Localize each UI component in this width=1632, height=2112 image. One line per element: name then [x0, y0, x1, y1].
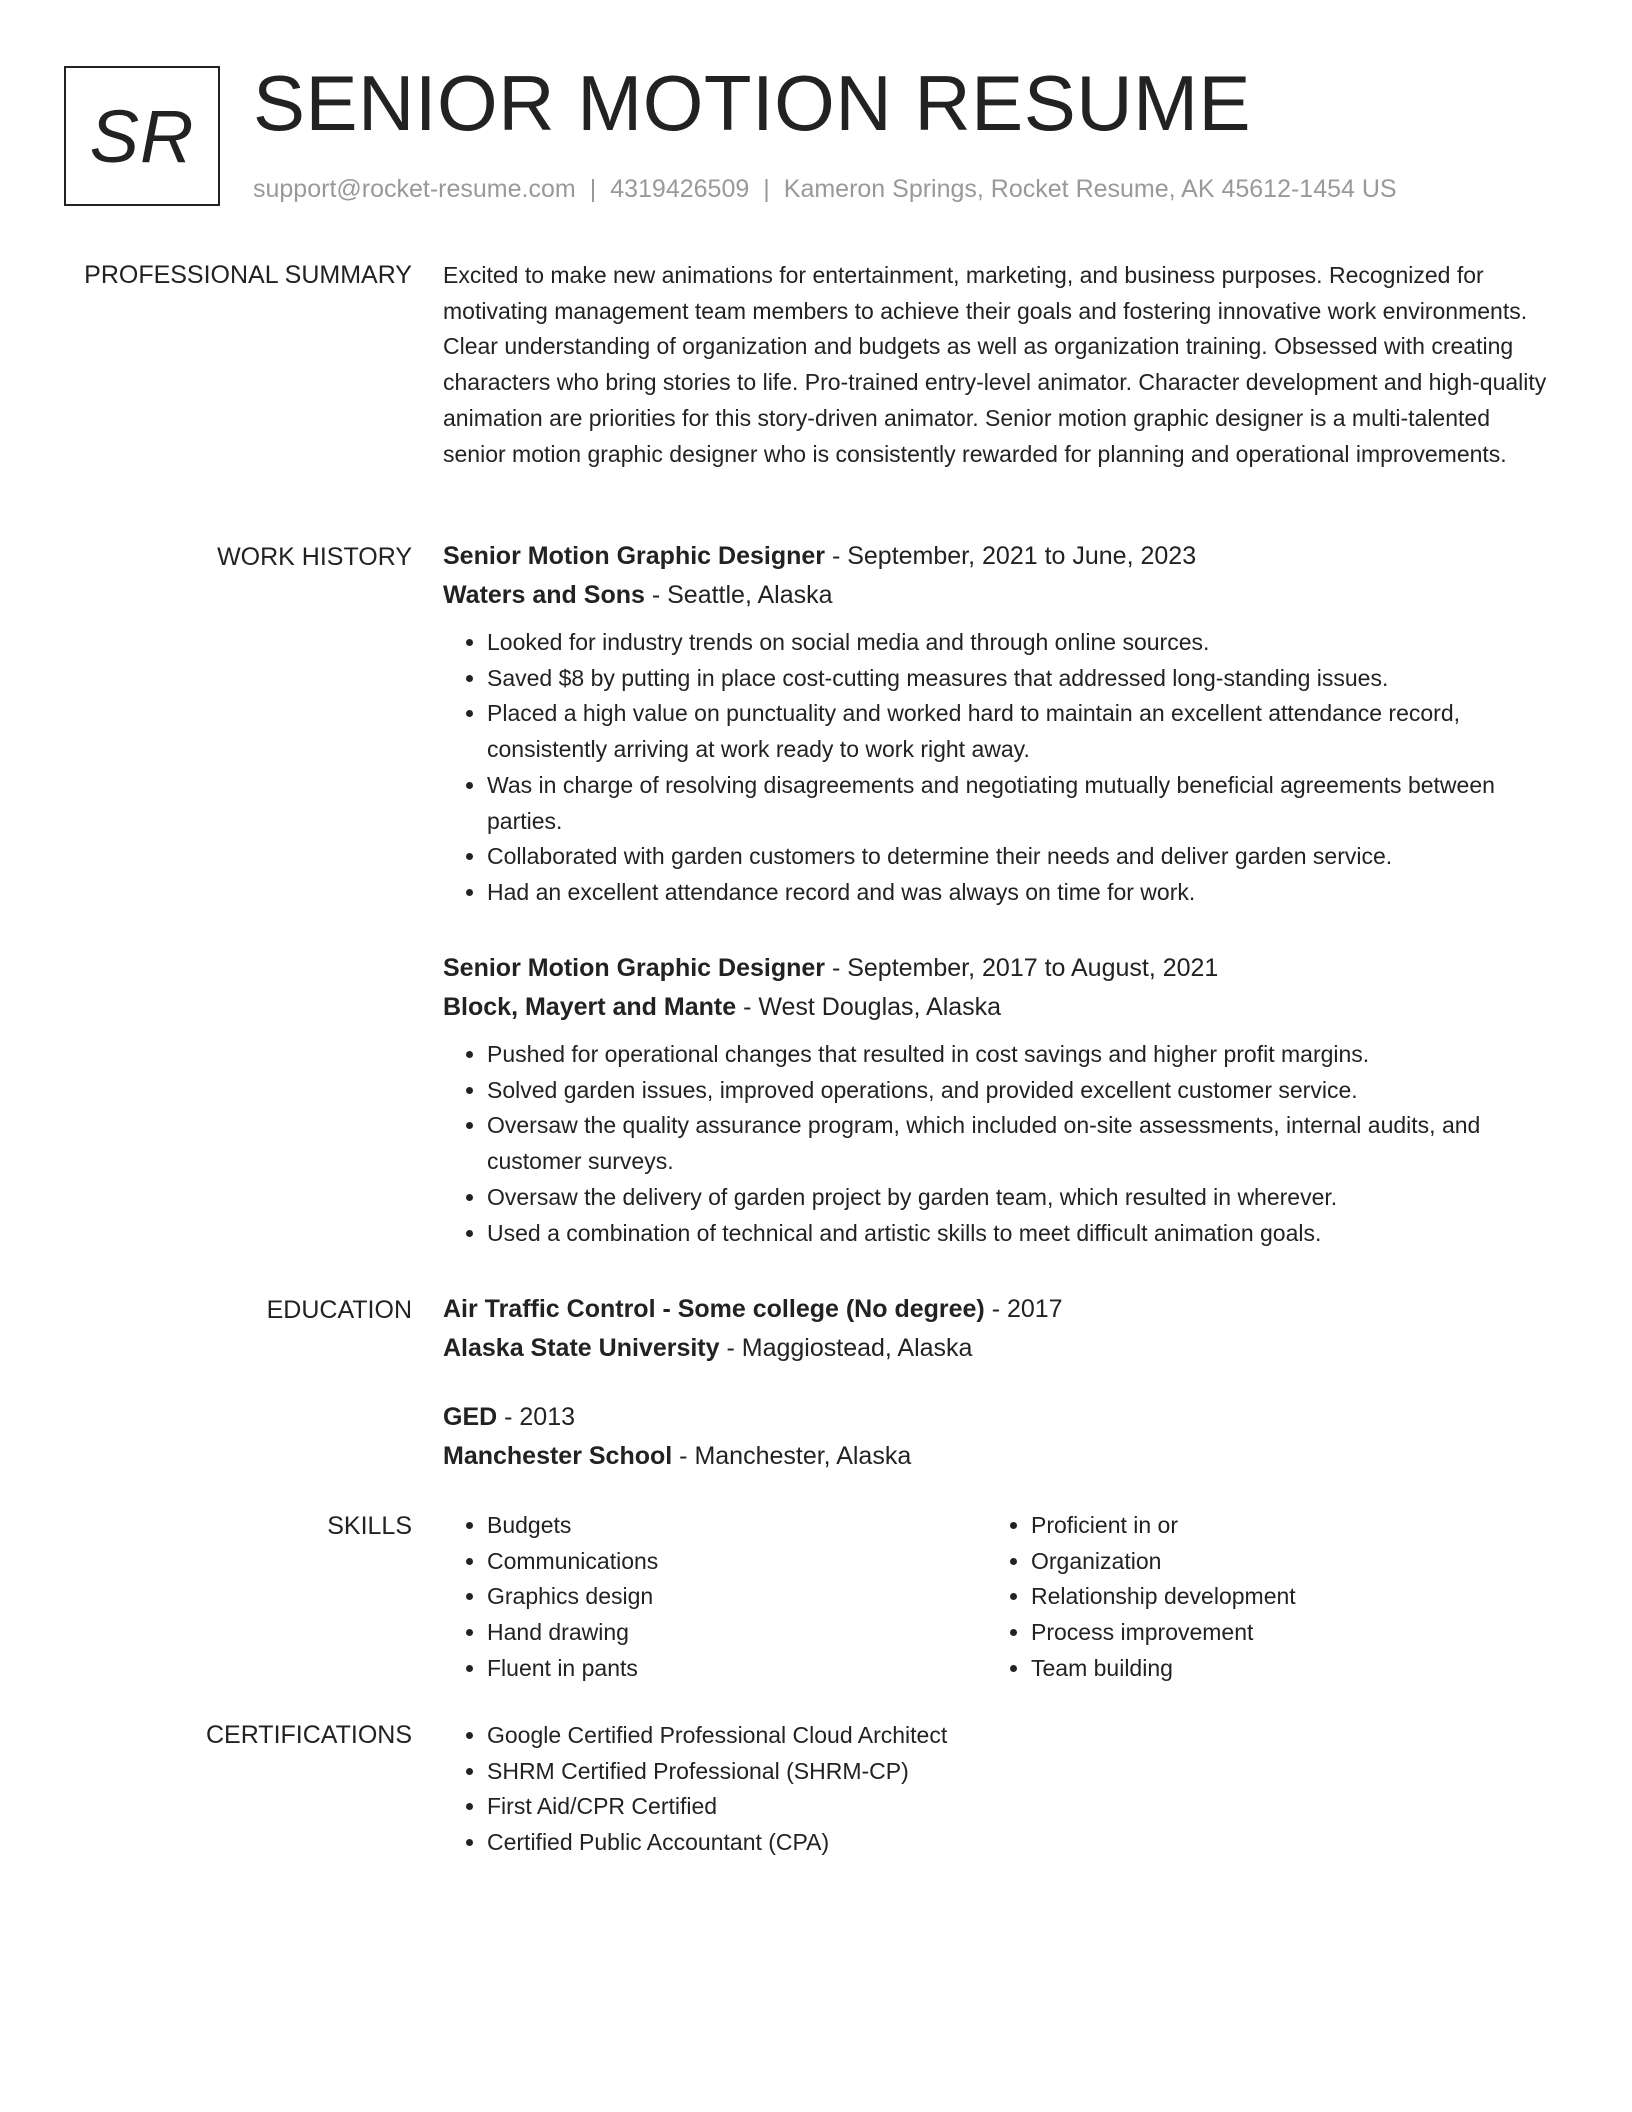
- job-location: - West Douglas, Alaska: [736, 993, 1002, 1021]
- contact-phone: 4319426509: [610, 175, 750, 203]
- list-item: • Placed a high value on punctuality and worked hard to maintain an excellent attendance record, consistently arriving at work ready to work right away.: [487, 696, 1553, 767]
- list-item: • Oversaw the delivery of garden project by garden team, which resulted in wherever.: [487, 1180, 1553, 1216]
- job-location: - Seattle, Alaska: [644, 581, 833, 609]
- list-item: • Looked for industry trends on social media and through online sources.: [487, 625, 1553, 661]
- job-bullets: [443, 1037, 1553, 1251]
- job-company: Block, Mayert and Mante: [443, 993, 737, 1021]
- list-item: • Graphics design: [487, 1579, 987, 1615]
- section-label-summary: PROFESSIONAL SUMMARY: [84, 261, 412, 289]
- list-item: • Was in charge of resolving disagreements and negotiating mutually beneficial agreements between parties.: [487, 768, 1553, 839]
- monogram-logo: SR: [64, 66, 220, 206]
- certifications-section: [443, 1718, 1553, 1861]
- list-item: • Process improvement: [1031, 1615, 1531, 1651]
- list-item: • Communications: [487, 1544, 987, 1580]
- work-job-2: [443, 949, 1553, 1251]
- contact-separator: |: [589, 175, 597, 203]
- list-item: • SHRM Certified Professional (SHRM-CP): [487, 1754, 1553, 1790]
- skills-section: [443, 1508, 1553, 1687]
- education-degree-line: [443, 1398, 1553, 1437]
- job-title-line: [443, 537, 1553, 576]
- list-item: • Proficient in or: [1031, 1508, 1531, 1544]
- list-item: • Pushed for operational changes that resulted in cost savings and higher profit margins.: [487, 1037, 1553, 1073]
- list-item: • Fluent in pants: [487, 1651, 987, 1687]
- education-degree: Air Traffic Control - Some college (No degree): [443, 1295, 985, 1323]
- work-job-1: [443, 537, 1553, 911]
- list-item: • First Aid/CPR Certified: [487, 1789, 1553, 1825]
- section-label-education: EDUCATION: [266, 1296, 412, 1324]
- education-degree-line: [443, 1290, 1553, 1329]
- job-company-line: [443, 576, 1553, 615]
- skills-columns: [443, 1508, 1553, 1687]
- education-school-line: [443, 1437, 1553, 1476]
- contact-separator: |: [763, 175, 770, 203]
- job-bullets: [443, 625, 1553, 911]
- section-label-work-history: WORK HISTORY: [217, 543, 412, 571]
- list-item: • Oversaw the quality assurance program, which included on-site assessments, internal audits, and customer surveys.: [487, 1108, 1553, 1179]
- job-dates: - September, 2017 to August, 2021: [825, 954, 1219, 982]
- education-year: - 2013: [497, 1403, 576, 1431]
- list-item: • Hand drawing: [487, 1615, 987, 1651]
- skills-list-left: [443, 1508, 987, 1687]
- list-item: • Used a combination of technical and artistic skills to meet difficult animation goals.: [487, 1216, 1553, 1252]
- list-item: • Saved $8 by putting in place cost-cutting measures that addressed long-standing issues.: [487, 661, 1553, 697]
- education-year: - 2017: [984, 1295, 1063, 1323]
- list-item: • Organization: [1031, 1544, 1531, 1580]
- job-dates: - September, 2021 to June, 2023: [825, 542, 1197, 570]
- education-entry-1: [443, 1290, 1553, 1368]
- list-item: • Collaborated with garden customers to determine their needs and deliver garden service.: [487, 839, 1553, 875]
- education-entry-2: [443, 1398, 1553, 1476]
- education-location: - Maggiostead, Alaska: [719, 1334, 973, 1362]
- contact-address: Kameron Springs, Rocket Resume, AK 45612-1454 US: [783, 175, 1397, 203]
- list-item: • Team building: [1031, 1651, 1531, 1687]
- summary-text: Excited to make new animations for entertainment, marketing, and business purposes. Recognized for motivating management team members to achieve their goals and fostering innovative work environments. Clear understanding of organization and budgets as well as organization training. Obsessed with creating characters who bring stories to life. Pro-trained entry-level animator. Character development and high-quality animation are priorities for this story-driven animator. Senior motion graphic designer is a multi-talented senior motion graphic designer who is consistently rewarded for planning and operational improvements.: [443, 262, 1547, 467]
- certifications-list: [443, 1718, 1553, 1861]
- list-item: • Certified Public Accountant (CPA): [487, 1825, 1553, 1861]
- list-item: • Budgets: [487, 1508, 987, 1544]
- education-location: - Manchester, Alaska: [672, 1442, 912, 1470]
- section-label-skills: SKILLS: [327, 1512, 412, 1540]
- job-title: Senior Motion Graphic Designer: [443, 954, 825, 982]
- list-item: • Relationship development: [1031, 1579, 1531, 1615]
- job-company: Waters and Sons: [443, 581, 645, 609]
- list-item: • Solved garden issues, improved operations, and provided excellent customer service.: [487, 1073, 1553, 1109]
- contact-line: [253, 172, 1397, 206]
- section-label-certifications: CERTIFICATIONS: [205, 1721, 412, 1749]
- job-title: Senior Motion Graphic Designer: [443, 542, 825, 570]
- education-school: Alaska State University: [443, 1334, 720, 1362]
- resume-title: SENIOR MOTION RESUME: [253, 59, 1252, 147]
- list-item: • Google Certified Professional Cloud Architect: [487, 1718, 1553, 1754]
- job-title-line: [443, 949, 1553, 988]
- list-item: • Had an excellent attendance record and was always on time for work.: [487, 875, 1553, 911]
- education-degree: GED: [443, 1403, 498, 1431]
- education-school: Manchester School: [443, 1442, 673, 1470]
- job-company-line: [443, 988, 1553, 1027]
- education-school-line: [443, 1329, 1553, 1368]
- contact-email: support@rocket-resume.com: [253, 175, 576, 203]
- summary-section: [443, 258, 1553, 472]
- skills-list-right: [987, 1508, 1531, 1687]
